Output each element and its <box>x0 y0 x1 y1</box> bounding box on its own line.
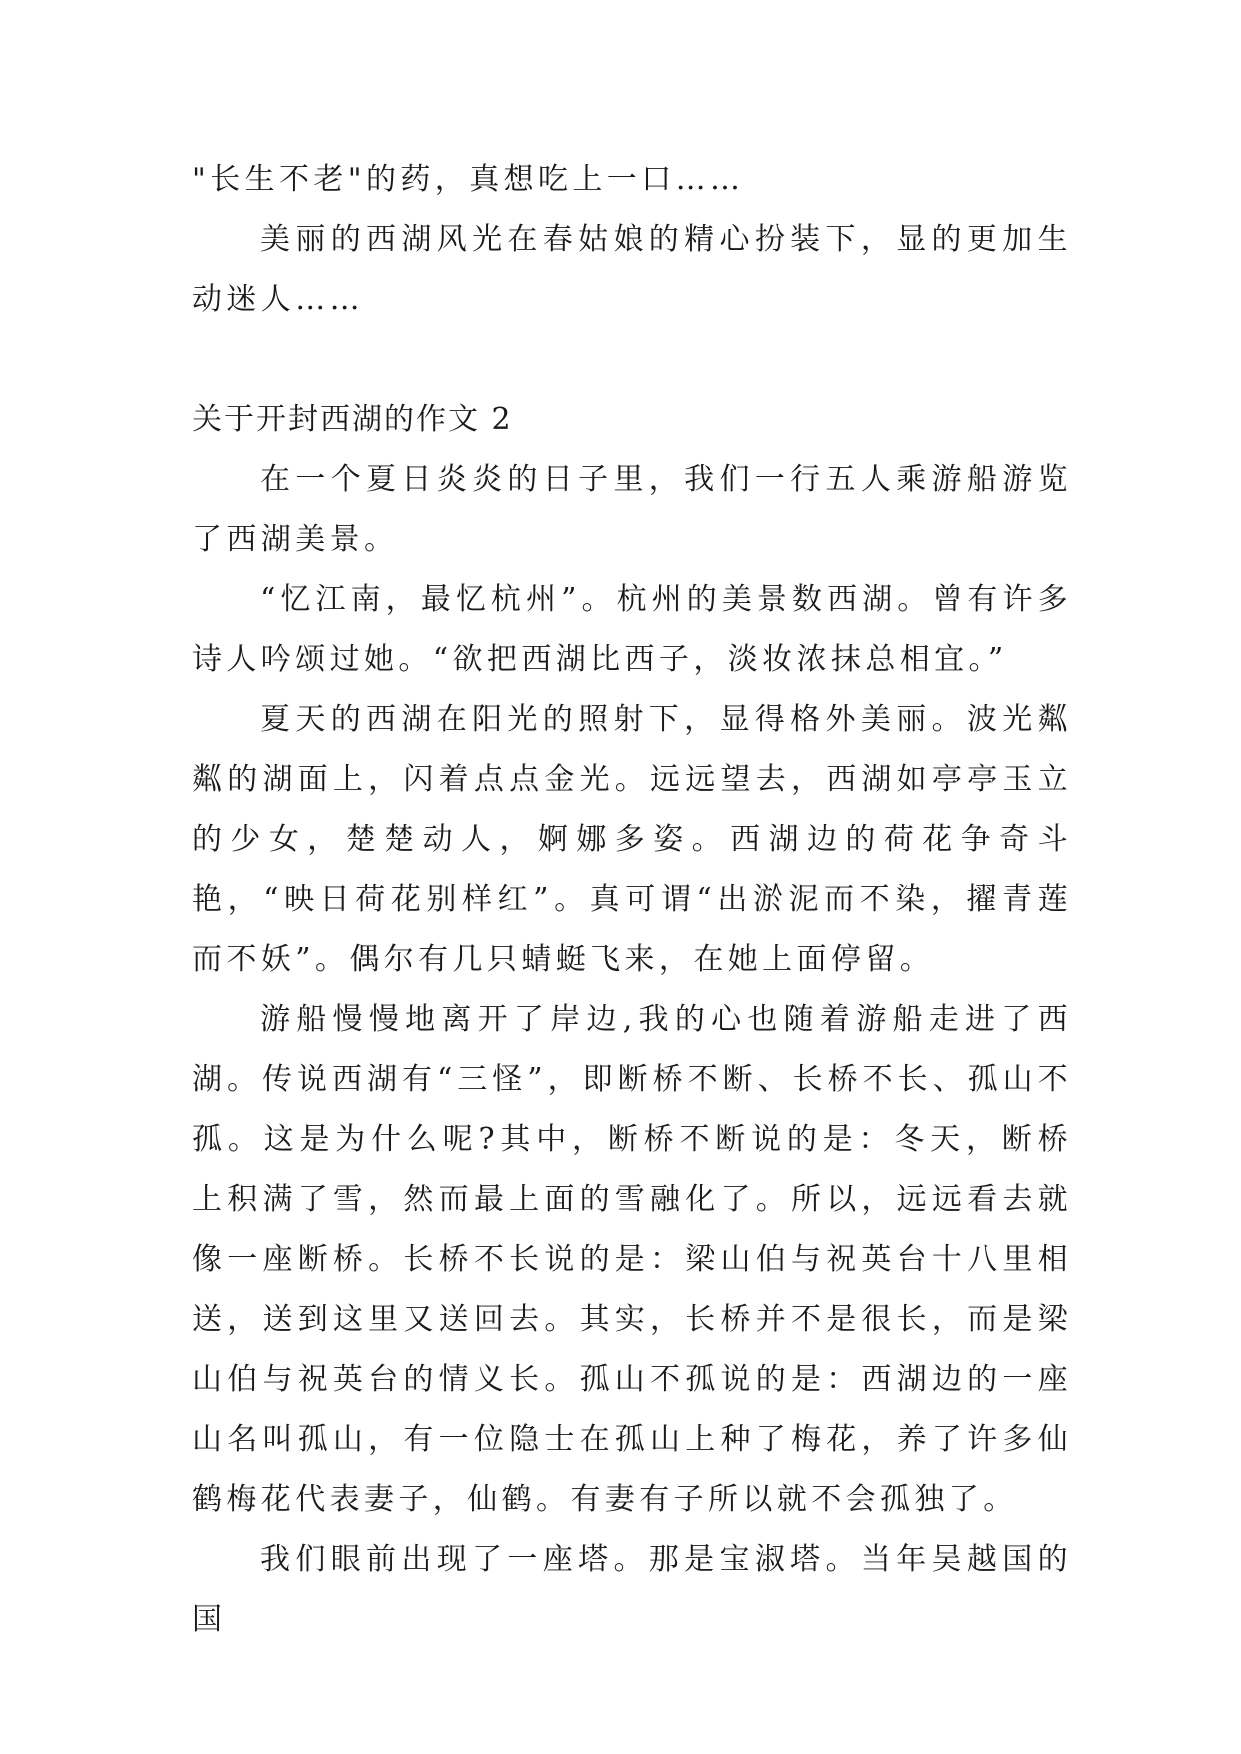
paragraph: 游船慢慢地离开了岸边,我的心也随着游船走进了西湖。传说西湖有“三怪”，即断桥不断、长桥不长、孤山不孤。这是为什么呢?其中，断桥不断说的是：冬天，断桥上积满了雪，然而最上面的雪融化了。所以，远远看去就像一座断桥。长桥不长说的是：梁山伯与祝英台十八里相送，送到这里又送回去。其实，长桥并不是很长，而是梁山伯与祝英台的情义长。孤山不孤说的是：西湖边的一座山名叫孤山，有一位隐士在孤山上种了梅花，养了许多仙鹤梅花代表妻子，仙鹤。有妻有子所以就不会孤独了。 <box>192 1002 1072 1517</box>
paragraph: 夏天的西湖在阳光的照射下，显得格外美丽。波光粼粼的湖面上，闪着点点金光。远远望去，西湖如亭亭玉立的少女，楚楚动人，婀娜多姿。西湖边的荷花争奇斗艳，“映日荷花别样红”。真可谓“出淤泥而不染，擢青莲而不妖”。偶尔有几只蜻蜓飞来，在她上面停留。 <box>192 702 1072 977</box>
section-heading: 关于开封西湖的作文 2 <box>192 402 513 437</box>
document-body <box>192 150 1072 1650</box>
section-gap <box>192 330 1072 390</box>
paragraph: 我们眼前出现了一座塔。那是宝淑塔。当年吴越国的国 <box>192 1542 1072 1637</box>
closing-paragraph: 美丽的西湖风光在春姑娘的精心扮装下，显的更加生动迷人…… <box>192 222 1072 317</box>
paragraph: 在一个夏日炎炎的日子里，我们一行五人乘游船游览了西湖美景。 <box>192 462 1072 557</box>
continuation-line: "长生不老"的药，真想吃上一口…… <box>192 162 745 197</box>
paragraph: “忆江南，最忆杭州”。杭州的美景数西湖。曾有许多诗人吟颂过她。“欲把西湖比西子，淡妆浓抹总相宜。” <box>192 582 1072 677</box>
